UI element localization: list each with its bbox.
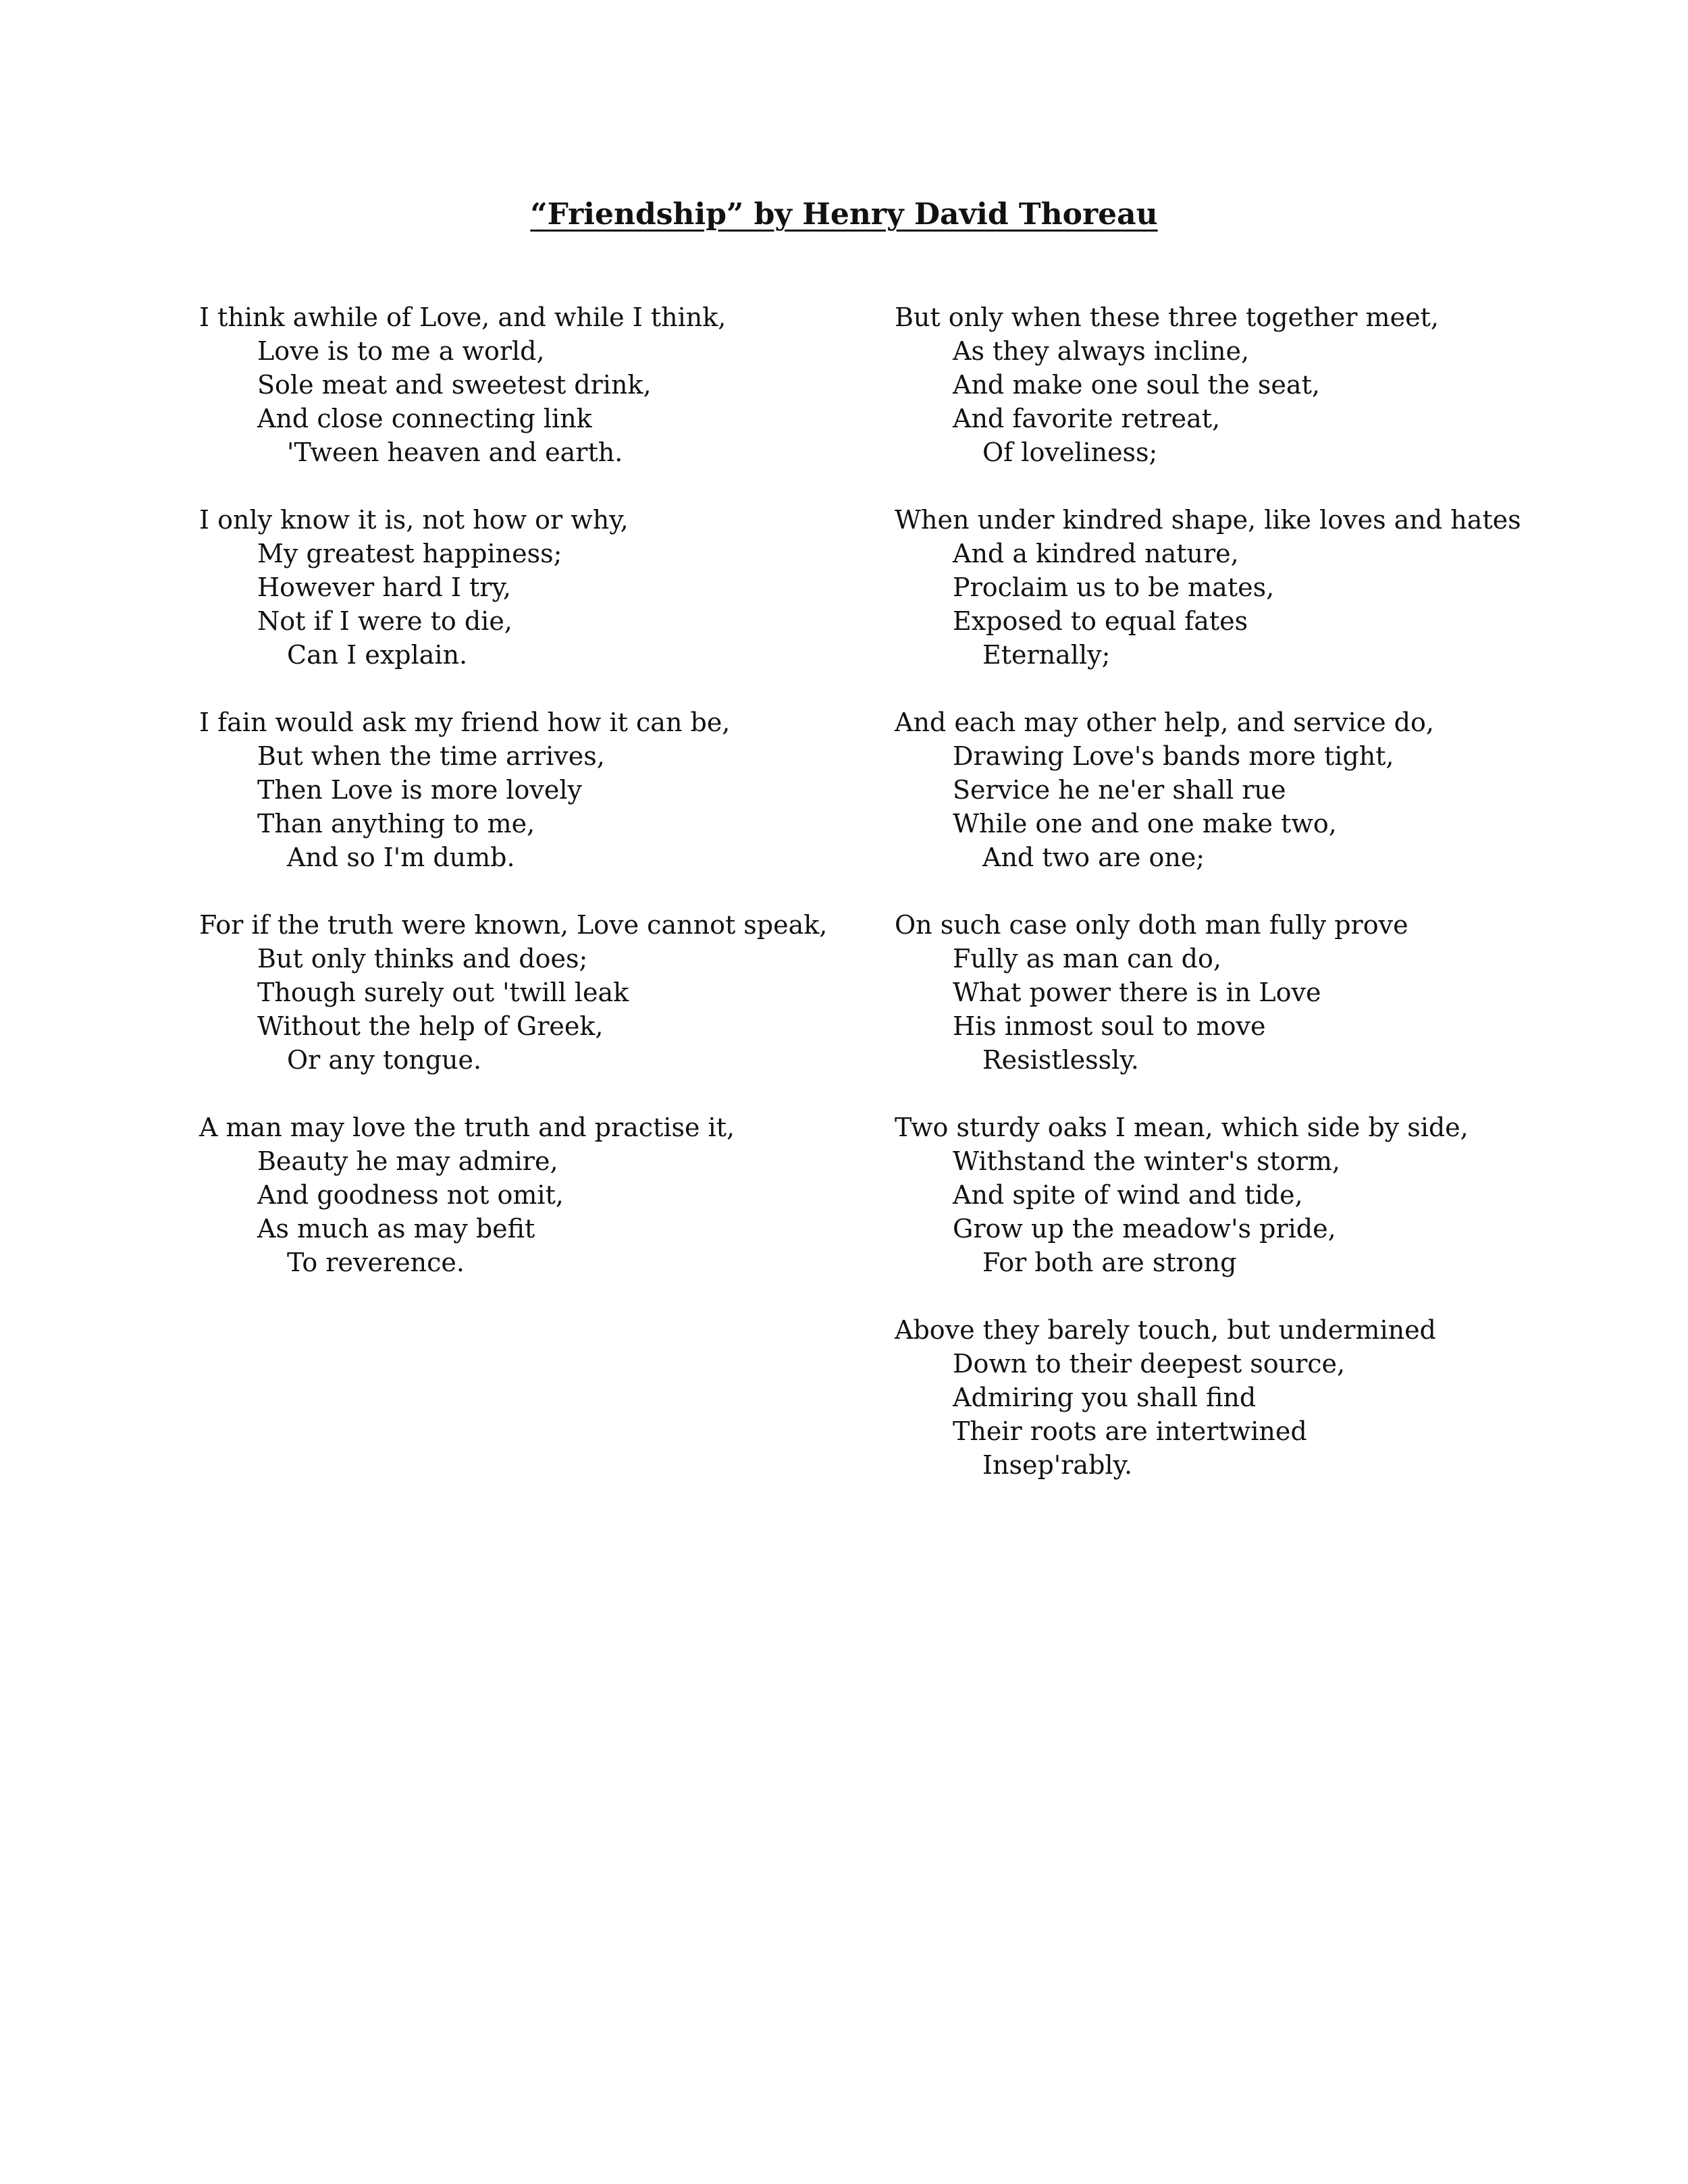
poem-line: For if the truth were known, Love cannot speak, <box>199 910 828 940</box>
poem-line: Two sturdy oaks I mean, which side by side, <box>895 1113 1469 1142</box>
poem-line: And each may other help, and service do, <box>895 708 1434 737</box>
poem-line: Drawing Love's bands more tight, <box>953 741 1394 771</box>
poem-line: And two are one; <box>982 843 1205 872</box>
poem-line: And close connecting link <box>257 404 592 433</box>
poem-line: For both are strong <box>982 1248 1237 1277</box>
poem-line: Exposed to equal fates <box>953 606 1248 636</box>
poem-line: As much as may befit <box>257 1214 535 1244</box>
poem-column-right <box>895 300 1671 1516</box>
poem-line: I fain would ask my friend how it can be, <box>199 708 731 737</box>
poem-line: Or any tongue. <box>287 1045 482 1075</box>
poem-line: Not if I were to die, <box>257 606 512 636</box>
poem-line: When under kindred shape, like loves and hates <box>895 505 1521 535</box>
poem-line: Their roots are intertwined <box>953 1416 1307 1446</box>
stanza <box>199 300 874 469</box>
stanza <box>895 1111 1671 1279</box>
poem-line: And make one soul the seat, <box>953 370 1320 400</box>
stanza <box>199 908 874 1077</box>
poem-title: “Friendship” by Henry David Thoreau <box>530 197 1158 232</box>
poem-line: On such case only doth man fully prove <box>895 910 1408 940</box>
poem-line: 'Tween heaven and earth. <box>287 437 623 467</box>
poem-line: Love is to me a world, <box>257 336 545 366</box>
poem-line: And goodness not omit, <box>257 1180 564 1210</box>
poem-line: And favorite retreat, <box>953 404 1221 433</box>
poem-line: Down to their deepest source, <box>953 1349 1346 1379</box>
poem-line: Above they barely touch, but undermined <box>895 1315 1436 1345</box>
poem-line: My greatest happiness; <box>257 539 562 568</box>
poem-line: But only when these three together meet, <box>895 302 1439 332</box>
poem-line: Withstand the winter's storm, <box>953 1146 1340 1176</box>
stanza <box>199 1111 874 1279</box>
poem-line: Beauty he may admire, <box>257 1146 558 1176</box>
poem-line: And so I'm dumb. <box>287 843 515 872</box>
poem-line: Grow up the meadow's pride, <box>953 1214 1336 1244</box>
poem-line: However hard I try, <box>257 572 511 602</box>
stanza <box>199 705 874 874</box>
poem-line: I think awhile of Love, and while I think, <box>199 302 727 332</box>
poem-line: And spite of wind and tide, <box>953 1180 1303 1210</box>
poem-line: Of loveliness; <box>982 437 1158 467</box>
poem-line: To reverence. <box>287 1248 465 1277</box>
stanza <box>895 908 1671 1077</box>
poem-line: And a kindred nature, <box>953 539 1239 568</box>
stanza <box>895 300 1671 469</box>
stanza <box>199 503 874 672</box>
poem-line: As they always incline, <box>953 336 1250 366</box>
poem-line: Without the help of Greek, <box>257 1011 604 1041</box>
poem-line: What power there is in Love <box>953 978 1321 1007</box>
poem-column-left <box>199 300 874 1313</box>
poem-line: Though surely out 'twill leak <box>257 978 629 1007</box>
poem-line: I only know it is, not how or why, <box>199 505 629 535</box>
poem-line: Then Love is more lovely <box>257 775 582 805</box>
poem-line: A man may love the truth and practise it, <box>199 1113 735 1142</box>
poem-line: Eternally; <box>982 640 1111 670</box>
poem-line: Can I explain. <box>287 640 468 670</box>
stanza <box>895 503 1671 672</box>
poem-line: Resistlessly. <box>982 1045 1139 1075</box>
poem-line: Than anything to me, <box>257 809 535 838</box>
stanza <box>895 705 1671 874</box>
poem-line: Sole meat and sweetest drink, <box>257 370 652 400</box>
poem-line: While one and one make two, <box>953 809 1337 838</box>
poem-line: Fully as man can do, <box>953 944 1221 974</box>
poem-line: But when the time arrives, <box>257 741 605 771</box>
poem-line: Proclaim us to be mates, <box>953 572 1275 602</box>
poem-line: Service he ne'er shall rue <box>953 775 1286 805</box>
poem-line: His inmost soul to move <box>953 1011 1266 1041</box>
poem-line: But only thinks and does; <box>257 944 588 974</box>
poem-line: Insep'rably. <box>982 1450 1133 1480</box>
stanza <box>895 1313 1671 1482</box>
poem-line: Admiring you shall find <box>953 1383 1257 1412</box>
